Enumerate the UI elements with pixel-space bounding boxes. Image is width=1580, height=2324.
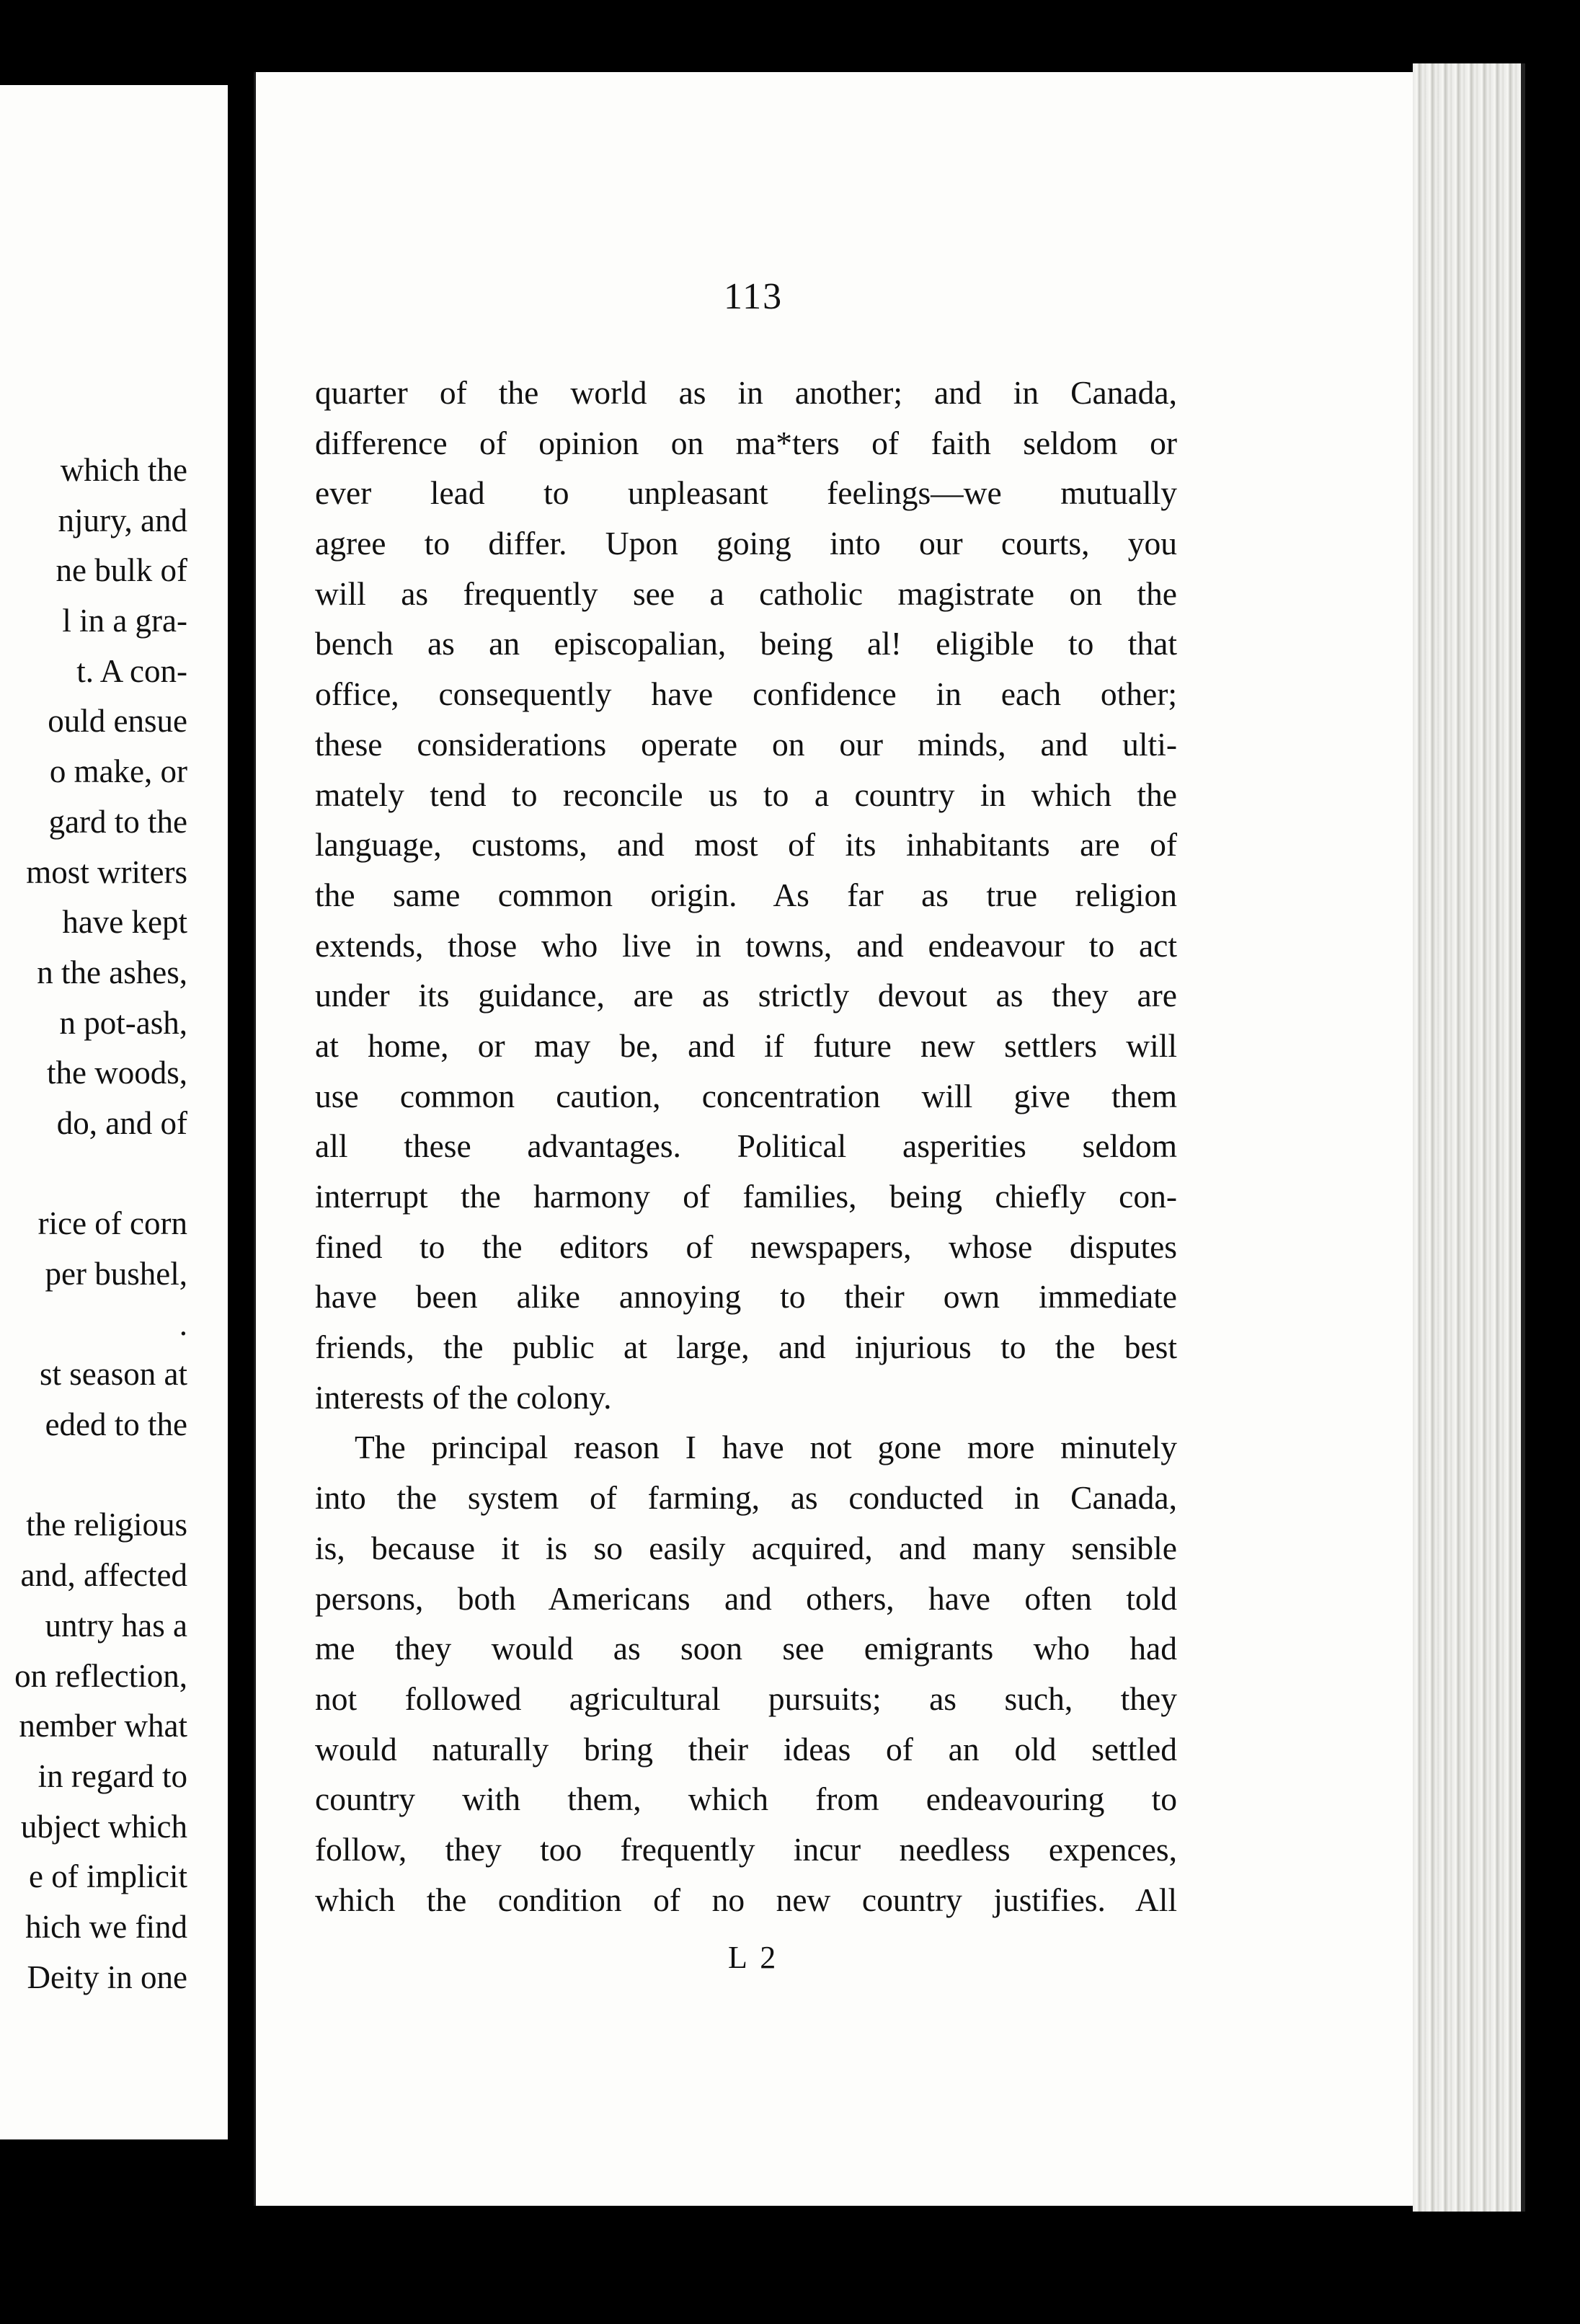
text-line: under its guidance, are as strictly devout as they are: [315, 977, 1177, 1014]
text-line: ever lead to unpleasant feelings—we mutually: [315, 474, 1177, 512]
text-line: would naturally bring their ideas of an old settled: [315, 1730, 1177, 1768]
text-line: the same common origin. As far as true religion: [315, 876, 1177, 913]
left-fragment-line: ould ensue: [48, 703, 187, 740]
text-line: agree to differ. Upon going into our courts, you: [315, 525, 1177, 562]
left-fragment-line: hich we find: [25, 1908, 187, 1945]
text-line: at home, or may be, and if future new settlers will: [315, 1026, 1177, 1064]
text-line: persons, both Americans and others, have often told: [315, 1579, 1177, 1617]
left-fragment-line: njury, and: [58, 502, 187, 538]
signature-mark: L 2: [728, 1940, 779, 1975]
text-line: language, customs, and most of its inhabitants are of: [315, 826, 1177, 864]
left-fragment-line: on reflection,: [14, 1657, 187, 1694]
left-fragment-line: o make, or: [49, 753, 187, 790]
left-fragment-line: the religious: [26, 1507, 187, 1543]
text-line: interests of the colony.: [315, 1378, 612, 1416]
left-fragment-line: l in a gra-: [62, 603, 187, 639]
left-fragment-line: in regard to: [37, 1757, 187, 1794]
text-line: these considerations operate on our minds, and ulti-: [315, 725, 1177, 763]
left-fragment-line: rice of corn: [37, 1205, 187, 1242]
text-line: all these advantages. Political asperities seldom: [315, 1127, 1177, 1165]
left-fragment-line: n pot-ash,: [59, 1004, 187, 1041]
left-fragment-line: Deity in one: [27, 1959, 187, 1995]
text-line: use common caution, concentration will give them: [315, 1077, 1177, 1114]
left-page-text: [0, 445, 187, 2003]
left-fragment-line: eded to the: [45, 1406, 187, 1443]
left-fragment-line: do, and of: [56, 1104, 187, 1141]
left-fragment-line: t. A con-: [76, 652, 187, 689]
left-fragment-line: the woods,: [47, 1055, 187, 1091]
left-fragment-line: untry has a: [45, 1607, 187, 1644]
left-fragment-line: [0, 1450, 187, 1501]
text-line: have been alike annoying to their own immediate: [315, 1278, 1177, 1316]
text-line: into the system of farming, as conducted in Canada,: [315, 1479, 1177, 1517]
left-fragment-line: n the ashes,: [37, 954, 187, 990]
left-fragment-line: most writers: [26, 853, 187, 890]
text-line: will as frequently see a catholic magistrate on the: [315, 575, 1177, 612]
text-line: extends, those who live in towns, and endeavour to act: [315, 926, 1177, 964]
page-number: 113: [724, 276, 784, 317]
body-text: [315, 368, 1177, 1925]
text-line: mately tend to reconcile us to a country in which the: [315, 776, 1177, 813]
text-line: bench as an episcopalian, being al! eligible to that: [315, 625, 1177, 662]
text-line: friends, the public at large, and injurious to the best: [315, 1329, 1177, 1366]
text-line: quarter of the world as in another; and in Canada,: [315, 374, 1177, 411]
text-line: fined to the editors of newspapers, whose disputes: [315, 1228, 1177, 1265]
text-line: The principal reason I have not gone more minutely: [355, 1429, 1177, 1466]
left-fragment-line: st season at: [40, 1356, 187, 1393]
text-line: which the condition of no new country justifies. All: [315, 1881, 1177, 1918]
left-fragment-line: ubject which: [20, 1808, 187, 1845]
text-line: not followed agricultural pursuits; as such, they: [315, 1680, 1177, 1717]
text-line: interrupt the harmony of families, being chiefly con-: [315, 1178, 1177, 1215]
left-fragment-line: [0, 1149, 187, 1199]
left-fragment-line: .: [179, 1305, 187, 1342]
page-edges: [1413, 63, 1525, 2212]
text-line: country with them, which from endeavouring to: [315, 1780, 1177, 1818]
text-line: is, because it is so easily acquired, and many sensible: [315, 1529, 1177, 1566]
left-page: [0, 85, 228, 2139]
left-fragment-line: have kept: [62, 904, 187, 941]
left-fragment-line: ne bulk of: [56, 552, 187, 589]
left-fragment-line: per bushel,: [45, 1256, 187, 1292]
left-fragment-line: and, affected: [20, 1557, 187, 1594]
left-fragment-line: nember what: [19, 1708, 187, 1744]
text-line: office, consequently have confidence in each other;: [315, 675, 1177, 713]
left-fragment-line: gard to the: [48, 803, 187, 840]
left-fragment-line: which the: [60, 452, 187, 488]
text-line: difference of opinion on ma*ters of faith seldom or: [315, 424, 1177, 461]
left-fragment-line: e of implicit: [29, 1858, 187, 1895]
text-line: me they would as soon see emigrants who had: [315, 1630, 1177, 1667]
text-line: follow, they too frequently incur needless expences,: [315, 1830, 1177, 1868]
